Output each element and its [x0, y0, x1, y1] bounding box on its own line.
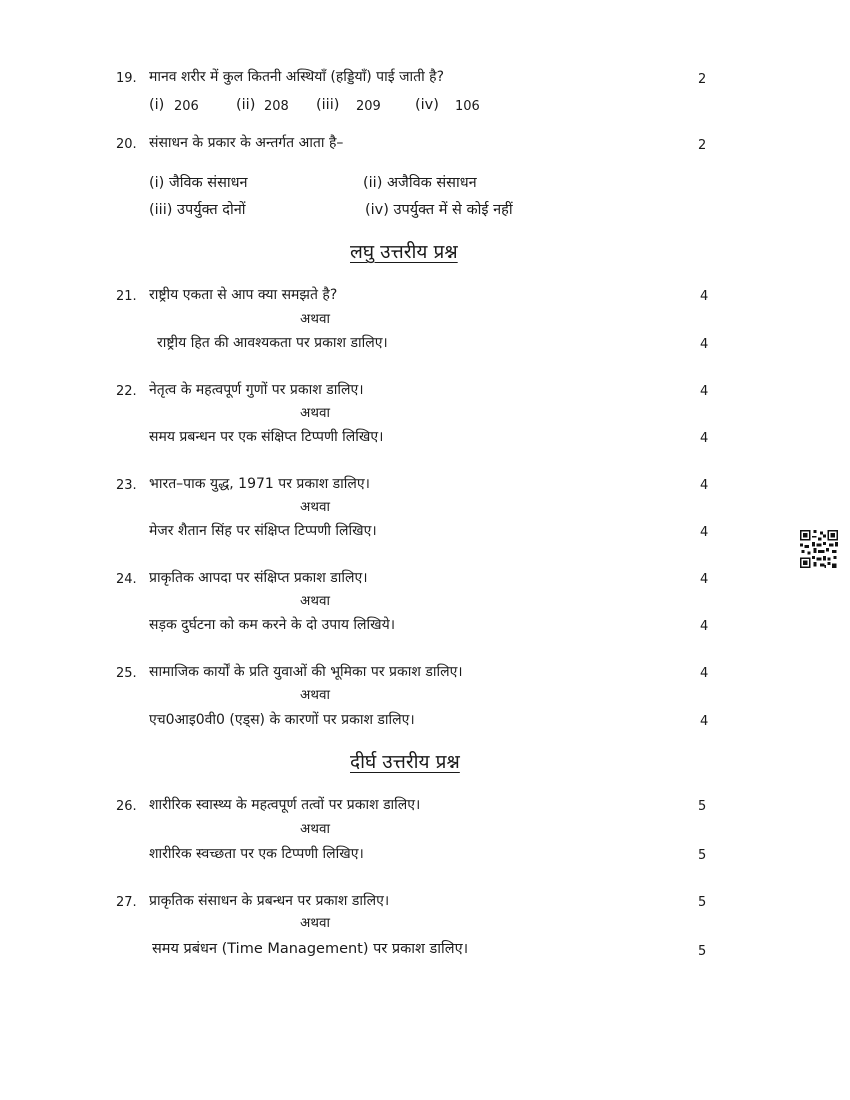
question-marks: 5	[698, 895, 707, 910]
question-text: मानव शरीर में कुल कितनी अस्थियाँ (हड्डियाँ) पाई जाती है?	[149, 69, 445, 85]
option-label: (i)	[149, 97, 165, 113]
question-number: 20.	[116, 137, 137, 152]
alternate-question-marks: 4	[700, 337, 709, 352]
or-label: अथवा	[300, 405, 330, 421]
question-number: 24.	[116, 572, 137, 587]
question-marks: 4	[700, 666, 709, 681]
question-text: नेतृत्व के महत्वपूर्ण गुणों पर प्रकाश डालिए।	[149, 382, 364, 398]
alternate-question-marks: 4	[700, 714, 709, 729]
question-marks: 2	[698, 72, 707, 87]
question-number: 25.	[116, 666, 137, 681]
or-label: अथवा	[300, 499, 330, 515]
question-text: राष्ट्रीय एकता से आप क्या समझते है?	[149, 287, 338, 303]
question-text: प्राकृतिक संसाधन के प्रबन्धन पर प्रकाश डालिए।	[149, 893, 390, 909]
alternate-question-text: शारीरिक स्वच्छता पर एक टिप्पणी लिखिए।	[149, 846, 364, 862]
question-marks: 4	[700, 384, 709, 399]
alternate-question-text: मेजर शैतान सिंह पर संक्षिप्त टिप्पणी लिखिए।	[149, 523, 377, 539]
option-item: (iii) उपर्युक्त दोनों	[149, 202, 246, 218]
alternate-question-marks: 4	[700, 431, 709, 446]
alternate-question-text: समय प्रबन्धन पर एक संक्षिप्त टिप्पणी लिखिए।	[149, 429, 384, 445]
or-label: अथवा	[300, 687, 330, 703]
question-number: 22.	[116, 384, 137, 399]
alternate-question-marks: 4	[700, 525, 709, 540]
question-number: 26.	[116, 799, 137, 814]
qr-code-icon	[800, 530, 838, 568]
alternate-question-marks: 5	[698, 848, 707, 863]
question-text: संसाधन के प्रकार के अन्तर्गत आता है–	[149, 135, 344, 151]
option-label: (iv)	[415, 97, 439, 113]
question-number: 23.	[116, 478, 137, 493]
section-heading-long: दीर्घ उत्तरीय प्रश्न	[350, 751, 460, 773]
question-text: भारत–पाक युद्ध, 1971 पर प्रकाश डालिए।	[149, 476, 370, 492]
or-label: अथवा	[300, 593, 330, 609]
option-item: (i) जैविक संसाधन	[149, 175, 248, 191]
alternate-question-marks: 4	[700, 619, 709, 634]
option-item: (ii) अजैविक संसाधन	[363, 175, 477, 191]
option-value: 106	[455, 99, 480, 114]
question-text: शारीरिक स्वास्थ्य के महत्वपूर्ण तत्वों पर प्रकाश डालिए।	[149, 797, 421, 813]
option-value: 208	[264, 99, 289, 114]
option-label: (ii)	[236, 97, 256, 113]
option-label: (iii)	[316, 97, 340, 113]
option-value: 206	[174, 99, 199, 114]
question-number: 19.	[116, 71, 137, 86]
alternate-question-text: समय प्रबंधन (Time Management) पर प्रकाश डालिए।	[152, 941, 469, 957]
question-marks: 4	[700, 289, 709, 304]
question-marks: 4	[700, 478, 709, 493]
question-marks: 2	[698, 138, 707, 153]
question-text: प्राकृतिक आपदा पर संक्षिप्त प्रकाश डालिए।	[149, 570, 368, 586]
question-text: सामाजिक कार्यों के प्रति युवाओं की भूमिका पर प्रकाश डालिए।	[149, 664, 463, 680]
or-label: अथवा	[300, 915, 330, 931]
alternate-question-text: राष्ट्रीय हित की आवश्यकता पर प्रकाश डालिए।	[157, 335, 388, 351]
or-label: अथवा	[300, 311, 330, 327]
or-label: अथवा	[300, 821, 330, 837]
alternate-question-text: सड़क दुर्घटना को कम करने के दो उपाय लिखिये।	[149, 617, 396, 633]
question-number: 21.	[116, 289, 137, 304]
question-number: 27.	[116, 895, 137, 910]
question-marks: 4	[700, 572, 709, 587]
section-heading-short: लघु उत्तरीय प्रश्न	[350, 241, 458, 263]
alternate-question-text: एच0आइ0वी0 (एड्स) के कारणों पर प्रकाश डालिए।	[149, 712, 415, 728]
alternate-question-marks: 5	[698, 944, 707, 959]
question-marks: 5	[698, 799, 707, 814]
option-value: 209	[356, 99, 381, 114]
option-item: (iv) उपर्युक्त में से कोई नहीं	[365, 202, 513, 218]
